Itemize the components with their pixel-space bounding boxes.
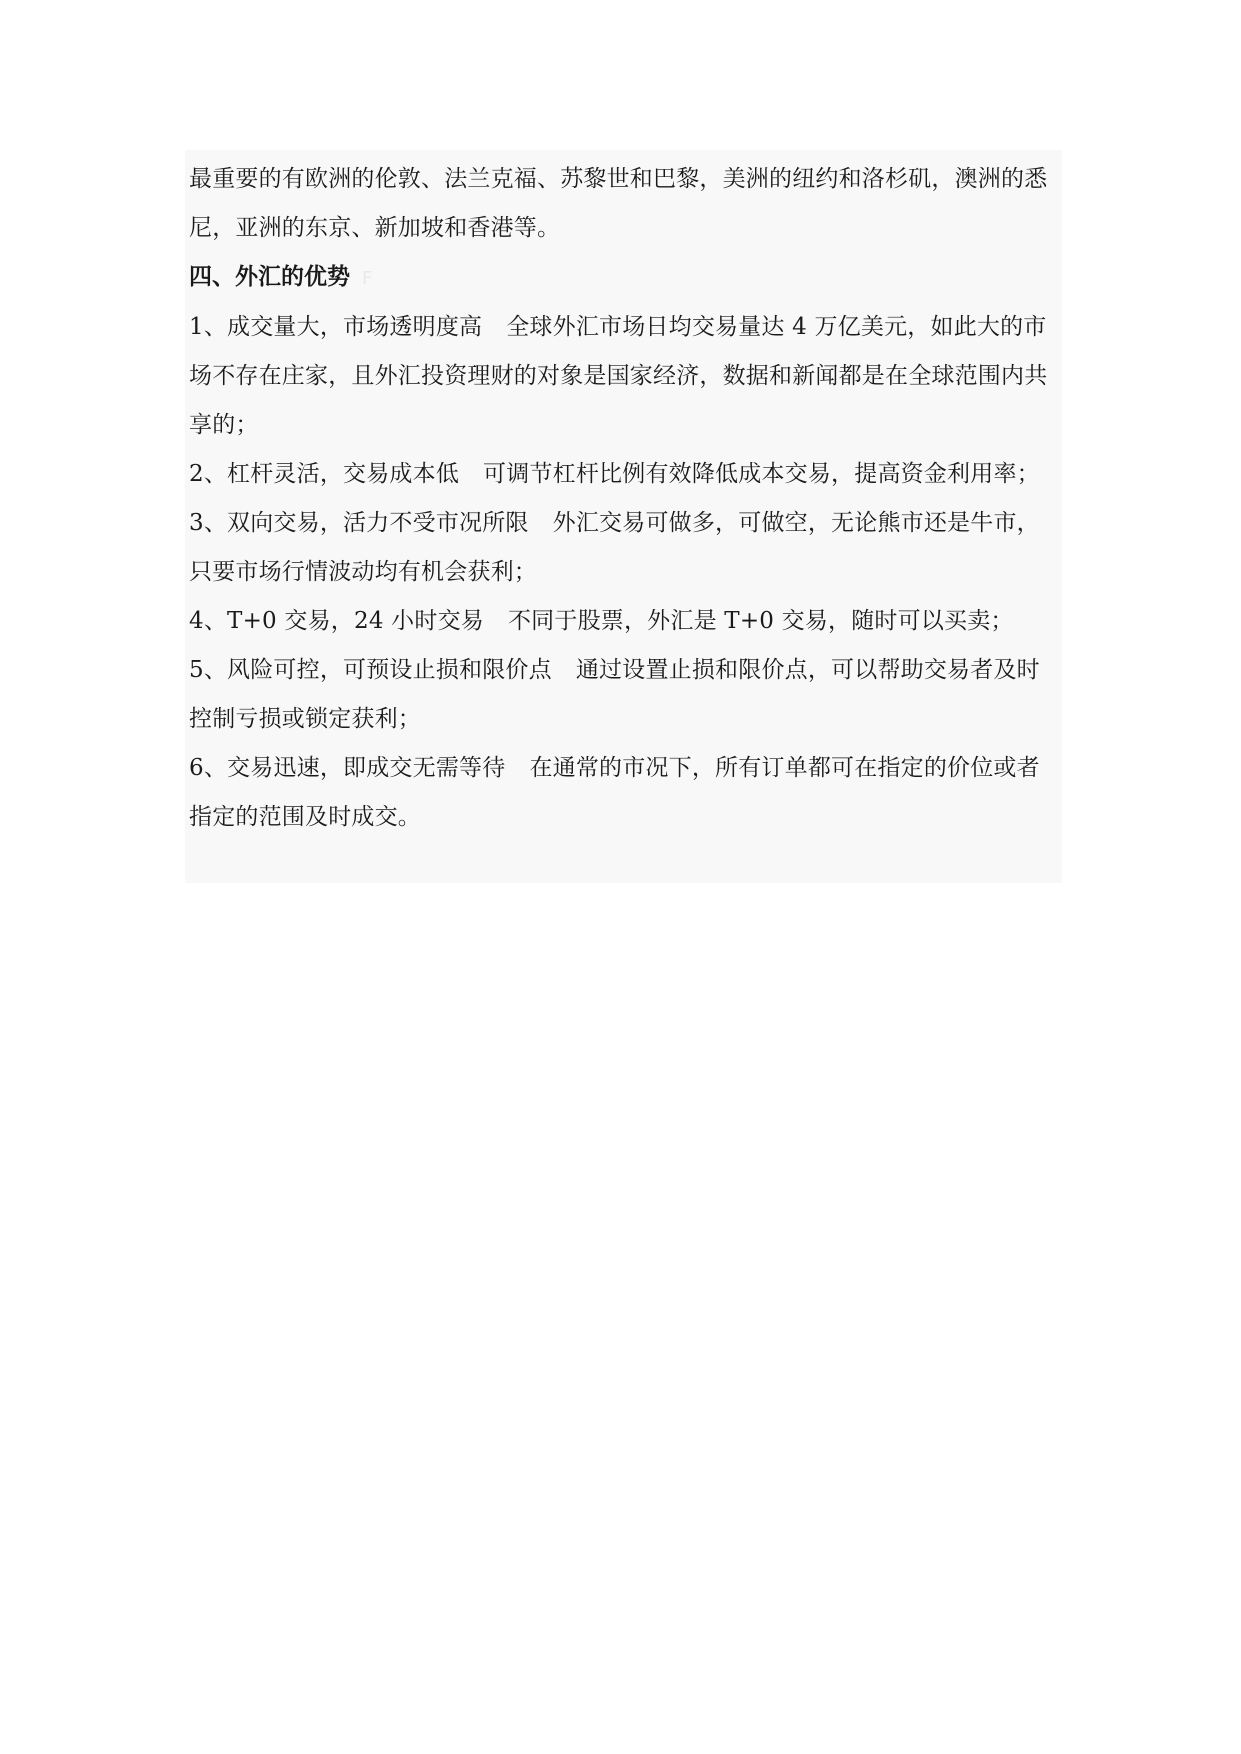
heading-trailing-mark: F	[362, 268, 373, 289]
advantage-title: 6、交易迅速，即成交无需等待	[189, 755, 506, 781]
advantage-body: 通过设置止损和限价点，可以帮助交易者及时控制亏损或锁定获利；	[189, 657, 1040, 732]
advantage-body: 外汇交易可做多，可做空，无论熊市还是牛市，只要市场行情波动均有机会获利；	[189, 510, 1040, 585]
section-heading	[189, 253, 1060, 303]
advantage-item-3	[189, 499, 1060, 597]
advantage-item-6	[189, 744, 1060, 842]
advantage-title: 2、杠杆灵活，交易成本低	[189, 461, 460, 487]
advantage-body: 在通常的市况下，所有订单都可在指定的价位或者指定的范围及时成交。	[189, 755, 1040, 830]
advantage-title: 1、成交量大，市场透明度高	[189, 314, 483, 340]
advantage-title: 3、双向交易，活力不受市况所限	[189, 510, 529, 536]
advantage-body: 全球外汇市场日均交易量达 4 万亿美元，如此大的市场不存在庄家，且外汇投资理财的对象是国家经济，数据和新闻都是在全球范围内共享的；	[189, 314, 1048, 438]
advantage-item-2	[189, 450, 1060, 499]
advantage-item-5	[189, 646, 1060, 744]
advantage-body: 不同于股票，外汇是 T+0 交易，随时可以买卖；	[507, 608, 1014, 634]
section-heading-text: 四、外汇的优势	[189, 264, 350, 290]
advantage-item-1	[189, 303, 1060, 450]
intro-paragraph: 最重要的有欧洲的伦敦、法兰克福、苏黎世和巴黎，美洲的纽约和洛杉矶，澳洲的悉尼，亚洲的东京、新加坡和香港等。	[189, 166, 1048, 241]
advantage-item-4	[189, 597, 1060, 646]
advantage-title: 5、风险可控，可预设止损和限价点	[189, 657, 552, 683]
advantage-title: 4、T+0 交易，24 小时交易	[189, 608, 484, 634]
advantage-body: 可调节杠杆比例有效降低成本交易，提高资金利用率；	[483, 461, 1040, 487]
document-text-block	[185, 150, 1062, 883]
